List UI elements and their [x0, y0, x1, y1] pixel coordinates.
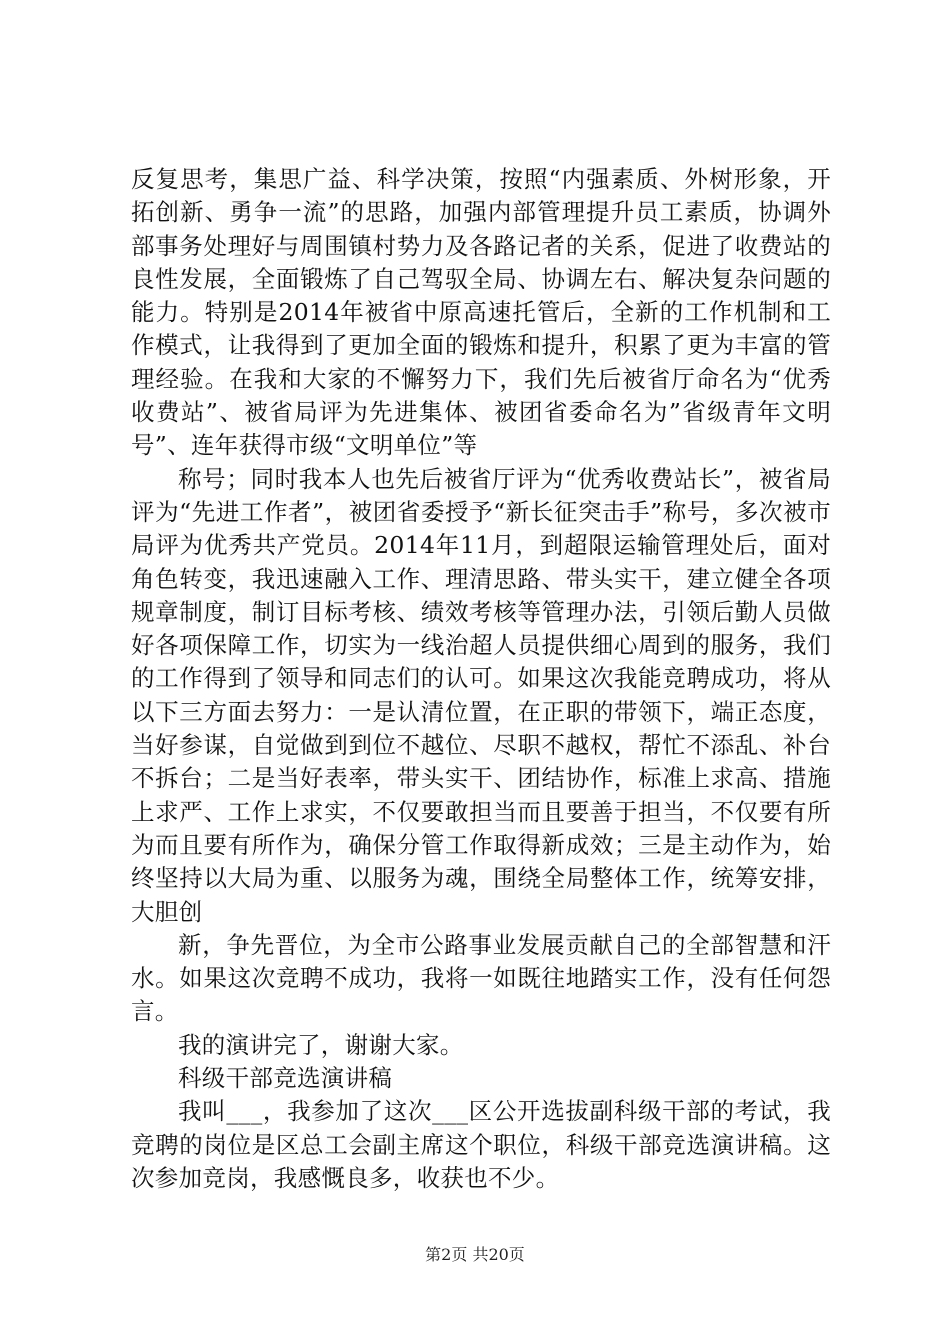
paragraph-5: 我叫___，我参加了这次___区公开选拔副科级干部的考试，我竞聘的岗位是区总工会副主席这个职位，科级干部竞选演讲稿。这次参加竞岗，我感慨良多，收获也不少。 — [131, 1097, 831, 1192]
paragraph-2: 称号；同时我本人也先后被省厅评为“优秀收费站长”，被省局评为“先进工作者”，被团省委授予“新长征突击手”称号，多次被市局评为优秀共产党员。2014年11月，到超限运输管理处后，面对角色转变，我迅速融入工作、理清思路、带头实干，建立健全各项规章制度，制订目标考核、绩效考核等管理办法，引领后勤人员做好各项保障工作，切实为一线治超人员提供细心周到的服务，我们的工作得到了领导和同志们的认可。如果这次我能竞聘成功，将从以下三方面去努力：一是认清位置，在正职的带领下，端正态度，当好参谋，自觉做到到位不越位、尽职不越权，帮忙不添乱、补台不拆台；二是当好表率，带头实干、团结协作，标准上求高、措施上求严、工作上求实，不仅要敢担当而且要善于担当，不仅要有所为而且要有所作为，确保分管工作取得新成效；三是主动作为，始终坚持以大局为重、以服务为魂，围绕全局整体工作，统筹安排，大胆创 — [131, 464, 831, 926]
section-heading: 科级干部竞选演讲稿 — [178, 1064, 393, 1093]
paragraph-3: 新，争先晋位，为全市公路事业发展贡献自己的全部智慧和汗水。如果这次竞聘不成功，我将一如既往地踏实工作，没有任何怨言。 — [131, 930, 831, 1026]
paragraph-4: 我的演讲完了，谢谢大家。 — [178, 1030, 464, 1059]
paragraph-1: 反复思考，集思广益、科学决策，按照“内强素质、外树形象，开拓创新、勇争一流”的思路，加强内部管理提升员工素质，协调外部事务处理好与周围镇村势力及各路记者的关系，促进了收费站的良性发展，全面锻炼了自己驾驭全局、协调左右、解决复杂问题的能力。特别是2014年被省中原高速托管后，全新的工作机制和工作模式，让我得到了更加全面的锻炼和提升，积累了更为丰富的管理经验。在我和大家的不懈努力下，我们先后被省厅命名为“优秀收费站”、被省局评为先进集体、被团省委命名为”省级青年文明号”、连年获得市级“文明单位”等 — [131, 165, 831, 460]
page-number-footer: 第2页 共20页 — [425, 1245, 525, 1264]
document-body — [131, 163, 831, 1195]
